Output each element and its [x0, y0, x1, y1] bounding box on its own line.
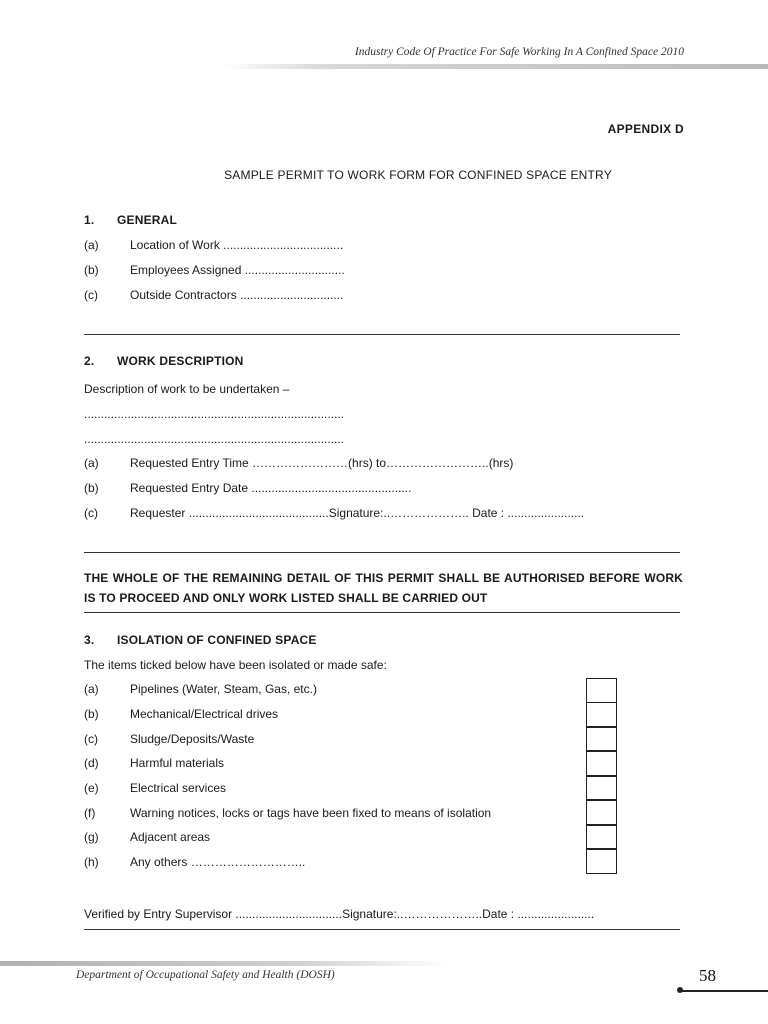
section1-heading — [84, 213, 177, 227]
item-text: Electrical services — [130, 781, 227, 795]
item-letter: (c) — [84, 506, 98, 520]
form-title: SAMPLE PERMIT TO WORK FORM FOR CONFINED SPACE ENTRY — [224, 168, 612, 182]
running-header: Industry Code Of Practice For Safe Working In A Confined Space 2010 — [354, 46, 684, 58]
section3-heading — [84, 633, 317, 647]
item-letter: (f) — [84, 806, 96, 820]
divider-rule — [84, 334, 680, 335]
item-text: Requested Entry Date ................................................ — [130, 481, 412, 495]
item-letter: (b) — [84, 263, 99, 277]
checkbox-mechanical-drives[interactable] — [586, 702, 617, 727]
item-text: Adjacent areas — [130, 830, 211, 844]
appendix-label: APPENDIX D — [607, 122, 684, 136]
item-text: Outside Contractors ............................... — [130, 288, 344, 302]
section2-number: 2. — [84, 354, 95, 368]
item-text: Pipelines (Water, Steam, Gas, etc.) — [130, 682, 317, 696]
authorisation-warning: THE WHOLE OF THE REMAINING DETAIL OF THIS PERMIT SHALL BE AUTHORISED BEFORE WORK IS TO PROCEED AND ONLY WORK LISTED SHALL BE CARRIED OUT — [84, 571, 683, 605]
section2-heading — [84, 354, 244, 368]
item-text: Sludge/Deposits/Waste — [130, 732, 255, 746]
section2-title: WORK DESCRIPTION — [117, 354, 244, 368]
item-text: Location of Work .................................... — [130, 238, 344, 252]
work-description-line-1: .............................................................................. — [84, 407, 345, 421]
checkbox-sludge[interactable] — [586, 727, 617, 752]
work-description-intro: Description of work to be undertaken – — [84, 382, 290, 396]
divider-rule — [84, 552, 680, 553]
checkbox-pipelines[interactable] — [586, 678, 617, 703]
checkbox-harmful-materials[interactable] — [586, 751, 617, 776]
checkbox-warning-notices[interactable] — [586, 800, 617, 825]
item-letter: (a) — [84, 682, 99, 696]
isolation-intro: The items ticked below have been isolated or made safe: — [84, 658, 387, 672]
item-letter: (c) — [84, 288, 98, 302]
section1-number: 1. — [84, 213, 95, 227]
page-number: 58 — [699, 966, 716, 985]
divider-rule — [84, 612, 680, 613]
item-text: Requested Entry Time ……………………(hrs) to……………………..(hrs) — [130, 456, 514, 470]
item-text: Mechanical/Electrical drives — [130, 707, 279, 721]
footer-organisation: Department of Occupational Safety and Health (DOSH) — [76, 969, 335, 981]
item-letter: (c) — [84, 732, 98, 746]
item-text: Any others ……………………….. — [130, 855, 306, 869]
item-letter: (d) — [84, 756, 99, 770]
checkbox-adjacent-areas[interactable] — [586, 825, 617, 850]
item-letter: (b) — [84, 481, 99, 495]
item-letter: (g) — [84, 830, 99, 844]
item-letter: (h) — [84, 855, 99, 869]
item-letter: (b) — [84, 707, 99, 721]
verified-by-line: Verified by Entry Supervisor ................................Signature:..………………..Date : ....................... — [84, 907, 595, 921]
checkbox-any-others[interactable] — [586, 849, 617, 874]
item-text: Requester ..........................................Signature:..……………….. Date : ....................... — [130, 506, 585, 520]
section3-number: 3. — [84, 633, 95, 647]
work-description-line-2: .............................................................................. — [84, 432, 345, 446]
section3-title: ISOLATION OF CONFINED SPACE — [117, 633, 317, 647]
header-rule — [222, 64, 768, 69]
checkbox-electrical-services[interactable] — [586, 776, 617, 801]
item-letter: (a) — [84, 238, 99, 252]
item-text: Employees Assigned .............................. — [130, 263, 345, 277]
item-letter: (e) — [84, 781, 99, 795]
item-letter: (a) — [84, 456, 99, 470]
page-number-bullet — [677, 987, 683, 993]
divider-rule — [84, 929, 680, 930]
item-text: Warning notices, locks or tags have been fixed to means of isolation — [130, 806, 492, 820]
item-text: Harmful materials — [130, 756, 225, 770]
page-number-rule — [681, 990, 768, 992]
footer-rule — [0, 961, 450, 966]
section1-title: GENERAL — [117, 213, 178, 227]
